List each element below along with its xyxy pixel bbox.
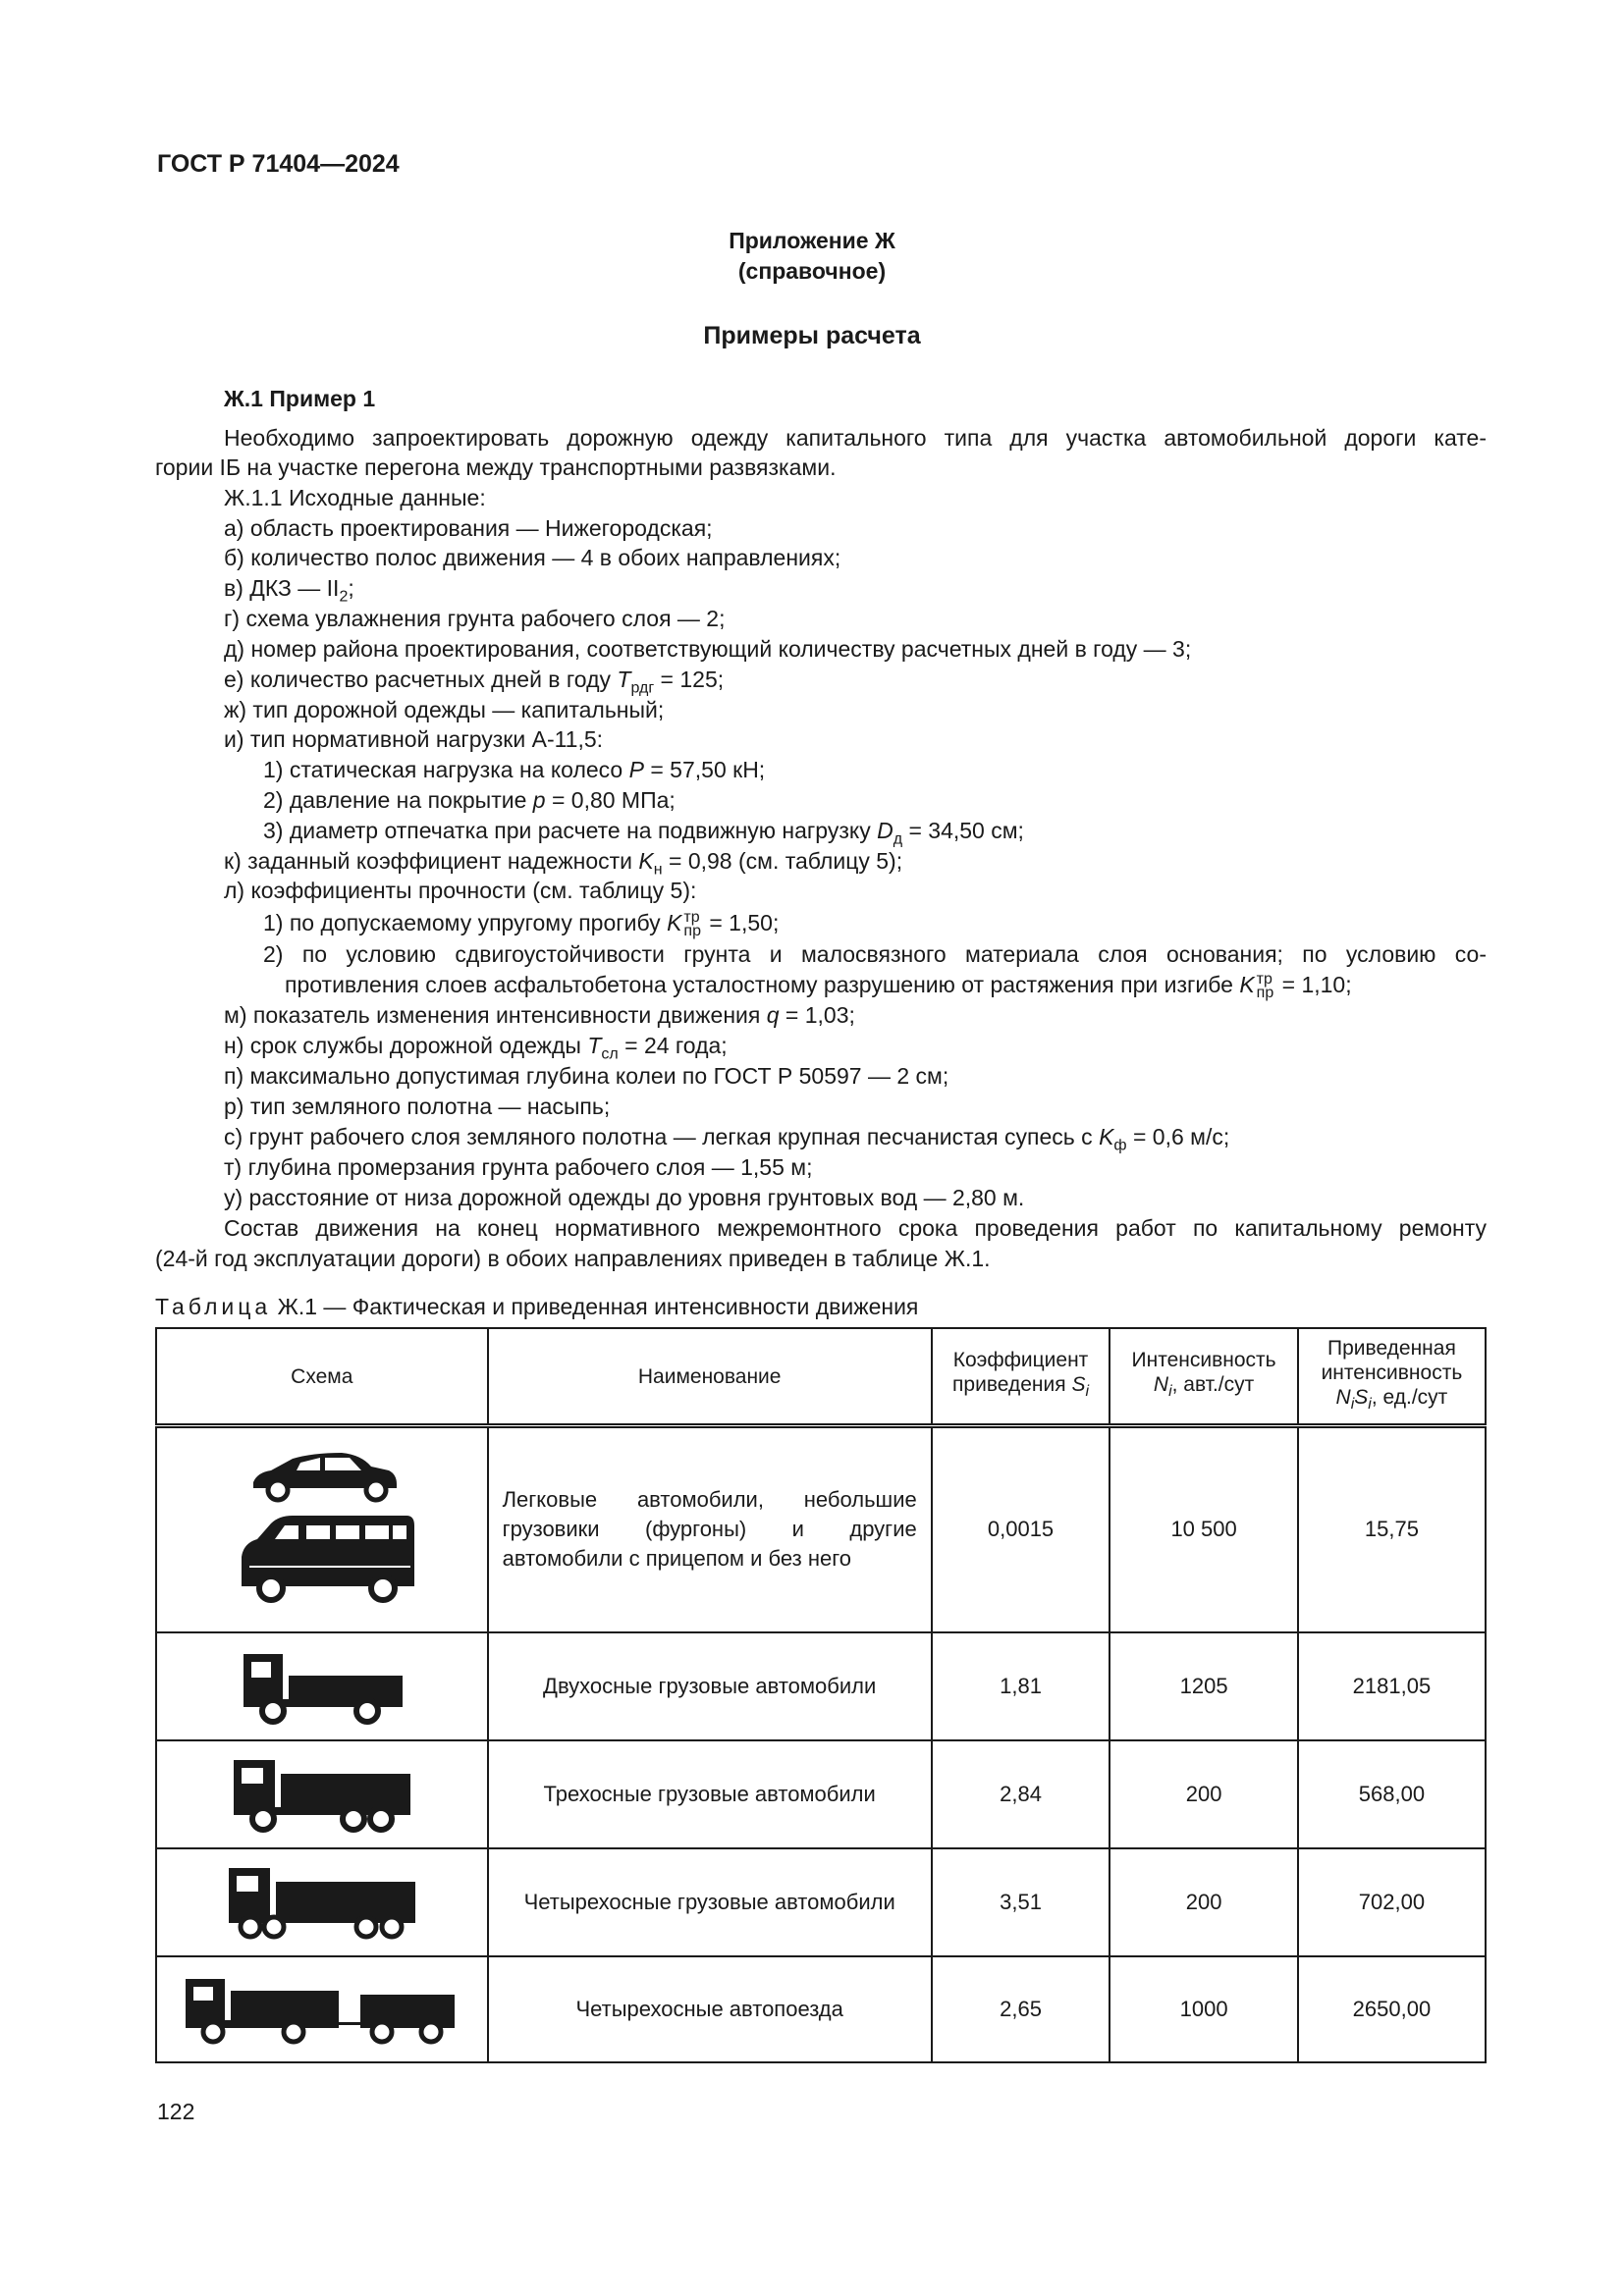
row-name: Легковые автомобили, небольшие грузовики (фургоны) и другие автомобили с прицепом и без него	[488, 1426, 932, 1632]
example-heading: Ж.1 Пример 1	[224, 386, 376, 411]
intro-line-1: Необходимо запроектировать дорожную одежду капитального типа для участка автомобильной дороги кате-	[224, 425, 1487, 451]
item-a: а) область проектирования — Нижегородская;	[224, 515, 713, 541]
row-scheme	[156, 1956, 488, 2062]
table-row	[156, 1848, 1486, 1956]
row-reduced-intensity: 2650,00	[1298, 1956, 1486, 2062]
table-row	[156, 1426, 1486, 1632]
appendix-title: Приложение Ж	[729, 228, 895, 253]
item-m: м) показатель изменения интенсивности движения q = 1,03;	[224, 1002, 855, 1028]
item-r: р) тип земляного полотна — насыпь;	[224, 1094, 611, 1119]
intro-line-2: гории IБ на участке перегона между транспортными развязками.	[155, 454, 837, 480]
subsection-title: Ж.1.1 Исходные данные:	[224, 485, 486, 510]
item-e: е) количество расчетных дней в году $T_{рдг} = 125$;	[224, 667, 725, 697]
composition-line-2: (24-й год эксплуатации дороги) в обоих направлениях приведен в таблице Ж.1.	[155, 1246, 991, 1271]
row-reduced-intensity: 568,00	[1298, 1740, 1486, 1848]
table-row	[156, 1632, 1486, 1740]
row-reduced-intensity: 2181,05	[1298, 1632, 1486, 1740]
row-name: Трехосные грузовые автомобили	[488, 1740, 932, 1848]
car-and-van-icon	[214, 1441, 430, 1618]
section-title: Примеры расчета	[703, 322, 921, 349]
row-name: Четырехосные грузовые автомобили	[488, 1848, 932, 1956]
row-scheme	[156, 1848, 488, 1956]
item-s: с) грунт рабочего слоя земляного полотна — легкая крупная песчанистая супесь с $K_ф = 0,6$ м/с;	[224, 1124, 1230, 1154]
item-k: к) заданный коэффициент надежности $K_н = 0,98$ (см. таблицу 5);	[224, 848, 903, 879]
four-axle-truck-icon	[219, 1858, 425, 1947]
row-coefficient: 2,84	[932, 1740, 1110, 1848]
item-i: и) тип нормативной нагрузки А-11,5:	[224, 726, 604, 752]
item-d: д) номер района проектирования, соответствующий количеству расчетных дней в году — 3;	[224, 636, 1192, 662]
item-zh: ж) тип дорожной одежды — капитальный;	[224, 697, 665, 722]
item-t: т) глубина промерзания грунта рабочего слоя — 1,55 м;	[224, 1154, 813, 1180]
row-name: Четырехосные автопоезда	[488, 1956, 932, 2062]
item-u: у) расстояние от низа дорожной одежды до уровня грунтовых вод — 2,80 м.	[224, 1185, 1025, 1210]
item-l: л) коэффициенты прочности (см. таблицу 5):	[224, 878, 697, 903]
appendix-subtitle: (справочное)	[737, 258, 887, 284]
row-intensity: 200	[1110, 1848, 1298, 1956]
page-number: 122	[157, 2099, 195, 2124]
item-l1: 1) по допускаемому упругому прогибу K тр пр = 1,50;	[263, 908, 780, 939]
item-g: г) схема увлажнения грунта рабочего слоя — 2;	[224, 606, 726, 631]
row-intensity: 1205	[1110, 1632, 1298, 1740]
composition-line-1: Состав движения на конец нормативного межремонтного срока проведения работ по капитальному ремонту	[224, 1215, 1487, 1241]
item-i2: 2) давление на покрытие p = 0,80 МПа;	[263, 787, 676, 813]
row-coefficient: 2,65	[932, 1956, 1110, 2062]
item-i3: 3) диаметр отпечатка при расчете на подвижную нагрузку $D_д = 34,50$ см;	[263, 818, 1024, 848]
document-header: ГОСТ Р 71404—2024	[157, 150, 400, 178]
row-name: Двухосные грузовые автомобили	[488, 1632, 932, 1740]
header-name: Наименование	[488, 1328, 932, 1426]
two-axle-truck-icon	[234, 1642, 410, 1731]
row-scheme	[156, 1740, 488, 1848]
item-i1: 1) статическая нагрузка на колесо P = 57,50 кН;	[263, 757, 766, 782]
header-scheme: Схема	[156, 1328, 488, 1426]
row-scheme	[156, 1632, 488, 1740]
header-reduced-intensity: Приведенная интенсивность $N_iS_i$, ед./сут	[1298, 1328, 1486, 1426]
item-v: в) ДКЗ — $II_2$;	[224, 575, 354, 606]
row-scheme	[156, 1426, 488, 1632]
header-coefficient: Коэффициент приведения $S_i$	[932, 1328, 1110, 1426]
row-intensity: 1000	[1110, 1956, 1298, 2062]
table-caption: Таблица Ж.1 — Фактическая и приведенная интенсивности движения	[155, 1294, 919, 1319]
item-b: б) количество полос движения — 4 в обоих направлениях;	[224, 545, 841, 570]
row-coefficient: 0,0015	[932, 1426, 1110, 1632]
item-n: н) срок службы дорожной одежды $T_{сл} = 24$ года;	[224, 1033, 728, 1063]
item-l2-line-1: 2) по условию сдвигоустойчивости грунта и малосвязного материала слоя основания; по условию со-	[263, 941, 1487, 967]
item-p: п) максимально допустимая глубина колеи по ГОСТ Р 50597 — 2 см;	[224, 1063, 949, 1089]
header-intensity: Интенсивность $N_i$, авт./сут	[1110, 1328, 1298, 1426]
row-coefficient: 1,81	[932, 1632, 1110, 1740]
three-axle-truck-icon	[224, 1750, 420, 1839]
row-intensity: 10 500	[1110, 1426, 1298, 1632]
traffic-table	[155, 1327, 1487, 2063]
item-l2-line-2: противления слоев асфальтобетона усталостному разрушению от растяжения при изгибе K тр пр = 1,10;	[285, 970, 1352, 1001]
row-coefficient: 3,51	[932, 1848, 1110, 1956]
table-row	[156, 1740, 1486, 1848]
table-header-row	[156, 1328, 1486, 1426]
road-train-icon	[180, 1965, 464, 2054]
row-intensity: 200	[1110, 1740, 1298, 1848]
row-reduced-intensity: 15,75	[1298, 1426, 1486, 1632]
row-reduced-intensity: 702,00	[1298, 1848, 1486, 1956]
table-row	[156, 1956, 1486, 2062]
